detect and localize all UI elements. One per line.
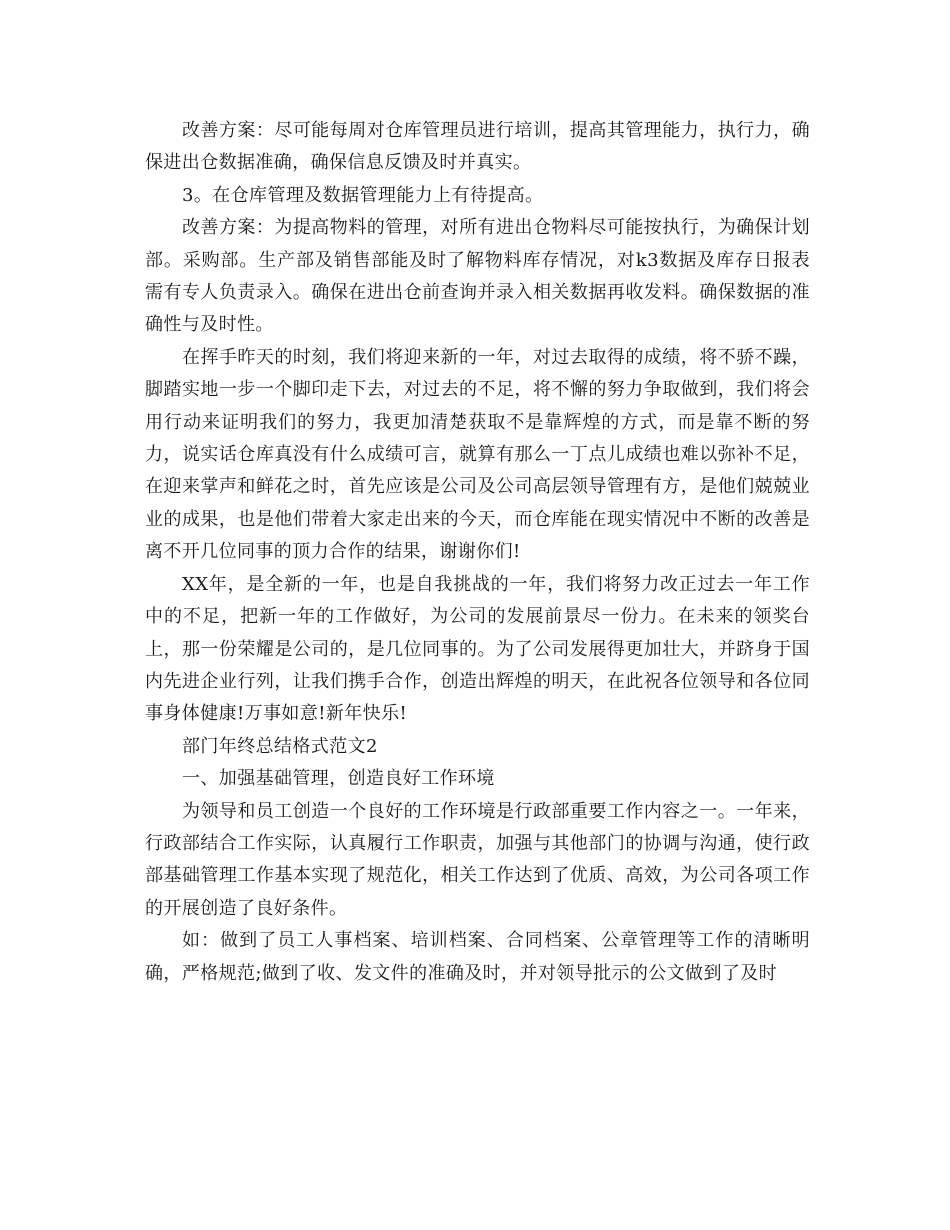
paragraph-reflection: 在挥手昨天的时刻，我们将迎来新的一年，对过去取得的成绩，将不骄不躁，脚踏实地一步一个脚印走下去，对过去的不足，将不懈的努力争取做到，我们将会用行动来证明我们的努力，我更加清楚获取不是靠辉煌的方式，而是靠不断的努力，说实话仓库真没有什么成绩可言，就算有那么一丁点儿成绩也难以弥补不足，在迎来掌声和鲜花之时，首先应该是公司及公司高层领导管理有方，是他们兢兢业业的成果，也是他们带着大家走出来的今天，而仓库能在现实情况中不断的改善是离不开几位同事的顶力合作的结果，谢谢你们! [145,346,810,563]
document-body [145,115,810,990]
paragraph-admin-work: 为领导和员工创造一个良好的工作环境是行政部重要工作内容之一。一年来，行政部结合工作实际，认真履行工作职责，加强与其他部门的协调与沟通，使行政部基础管理工作基本实现了规范化，相关工作达到了优质、高效，为公司各项工作的开展创造了良好条件。 [145,800,810,919]
paragraph-improvement-training: 改善方案：尽可能每周对仓库管理员进行培训，提高其管理能力，执行力，确保进出仓数据准确，确保信息反馈及时并真实。 [145,120,810,174]
paragraph-new-year: XX年，是全新的一年，也是自我挑战的一年，我们将努力改正过去一年工作中的不足，把新一年的工作做好，为公司的发展前景尽一份力。在未来的领奖台上，那一份荣耀是公司的，是几位同事的。为了公司发展得更加壮大，并跻身于国内先进企业行列，让我们携手合作，创造出辉煌的明天，在此祝各位领导和各位同事身体健康!万事如意!新年快乐! [145,573,810,725]
paragraph-improvement-materials: 改善方案：为提高物料的管理，对所有进出仓物料尽可能按执行，为确保计划部。采购部。生产部及销售部能及时了解物料库存情况，对k3数据及库存日报表需有专人负责录入。确保在进出仓前查询并录入相关数据再收发料。确保数据的准确性与及时性。 [145,217,810,336]
paragraph-issue-3: 3。在仓库管理及数据管理能力上有待提高。 [182,184,544,206]
paragraph-archives: 如：做到了员工人事档案、培训档案、合同档案、公章管理等工作的清晰明确，严格规范;做到了收、发文件的准确及时，并对领导批示的公文做到了及时 [145,930,810,984]
section-title: 部门年终总结格式范文2 [182,735,378,757]
section-heading-1: 一、加强基础管理，创造良好工作环境 [182,768,495,790]
